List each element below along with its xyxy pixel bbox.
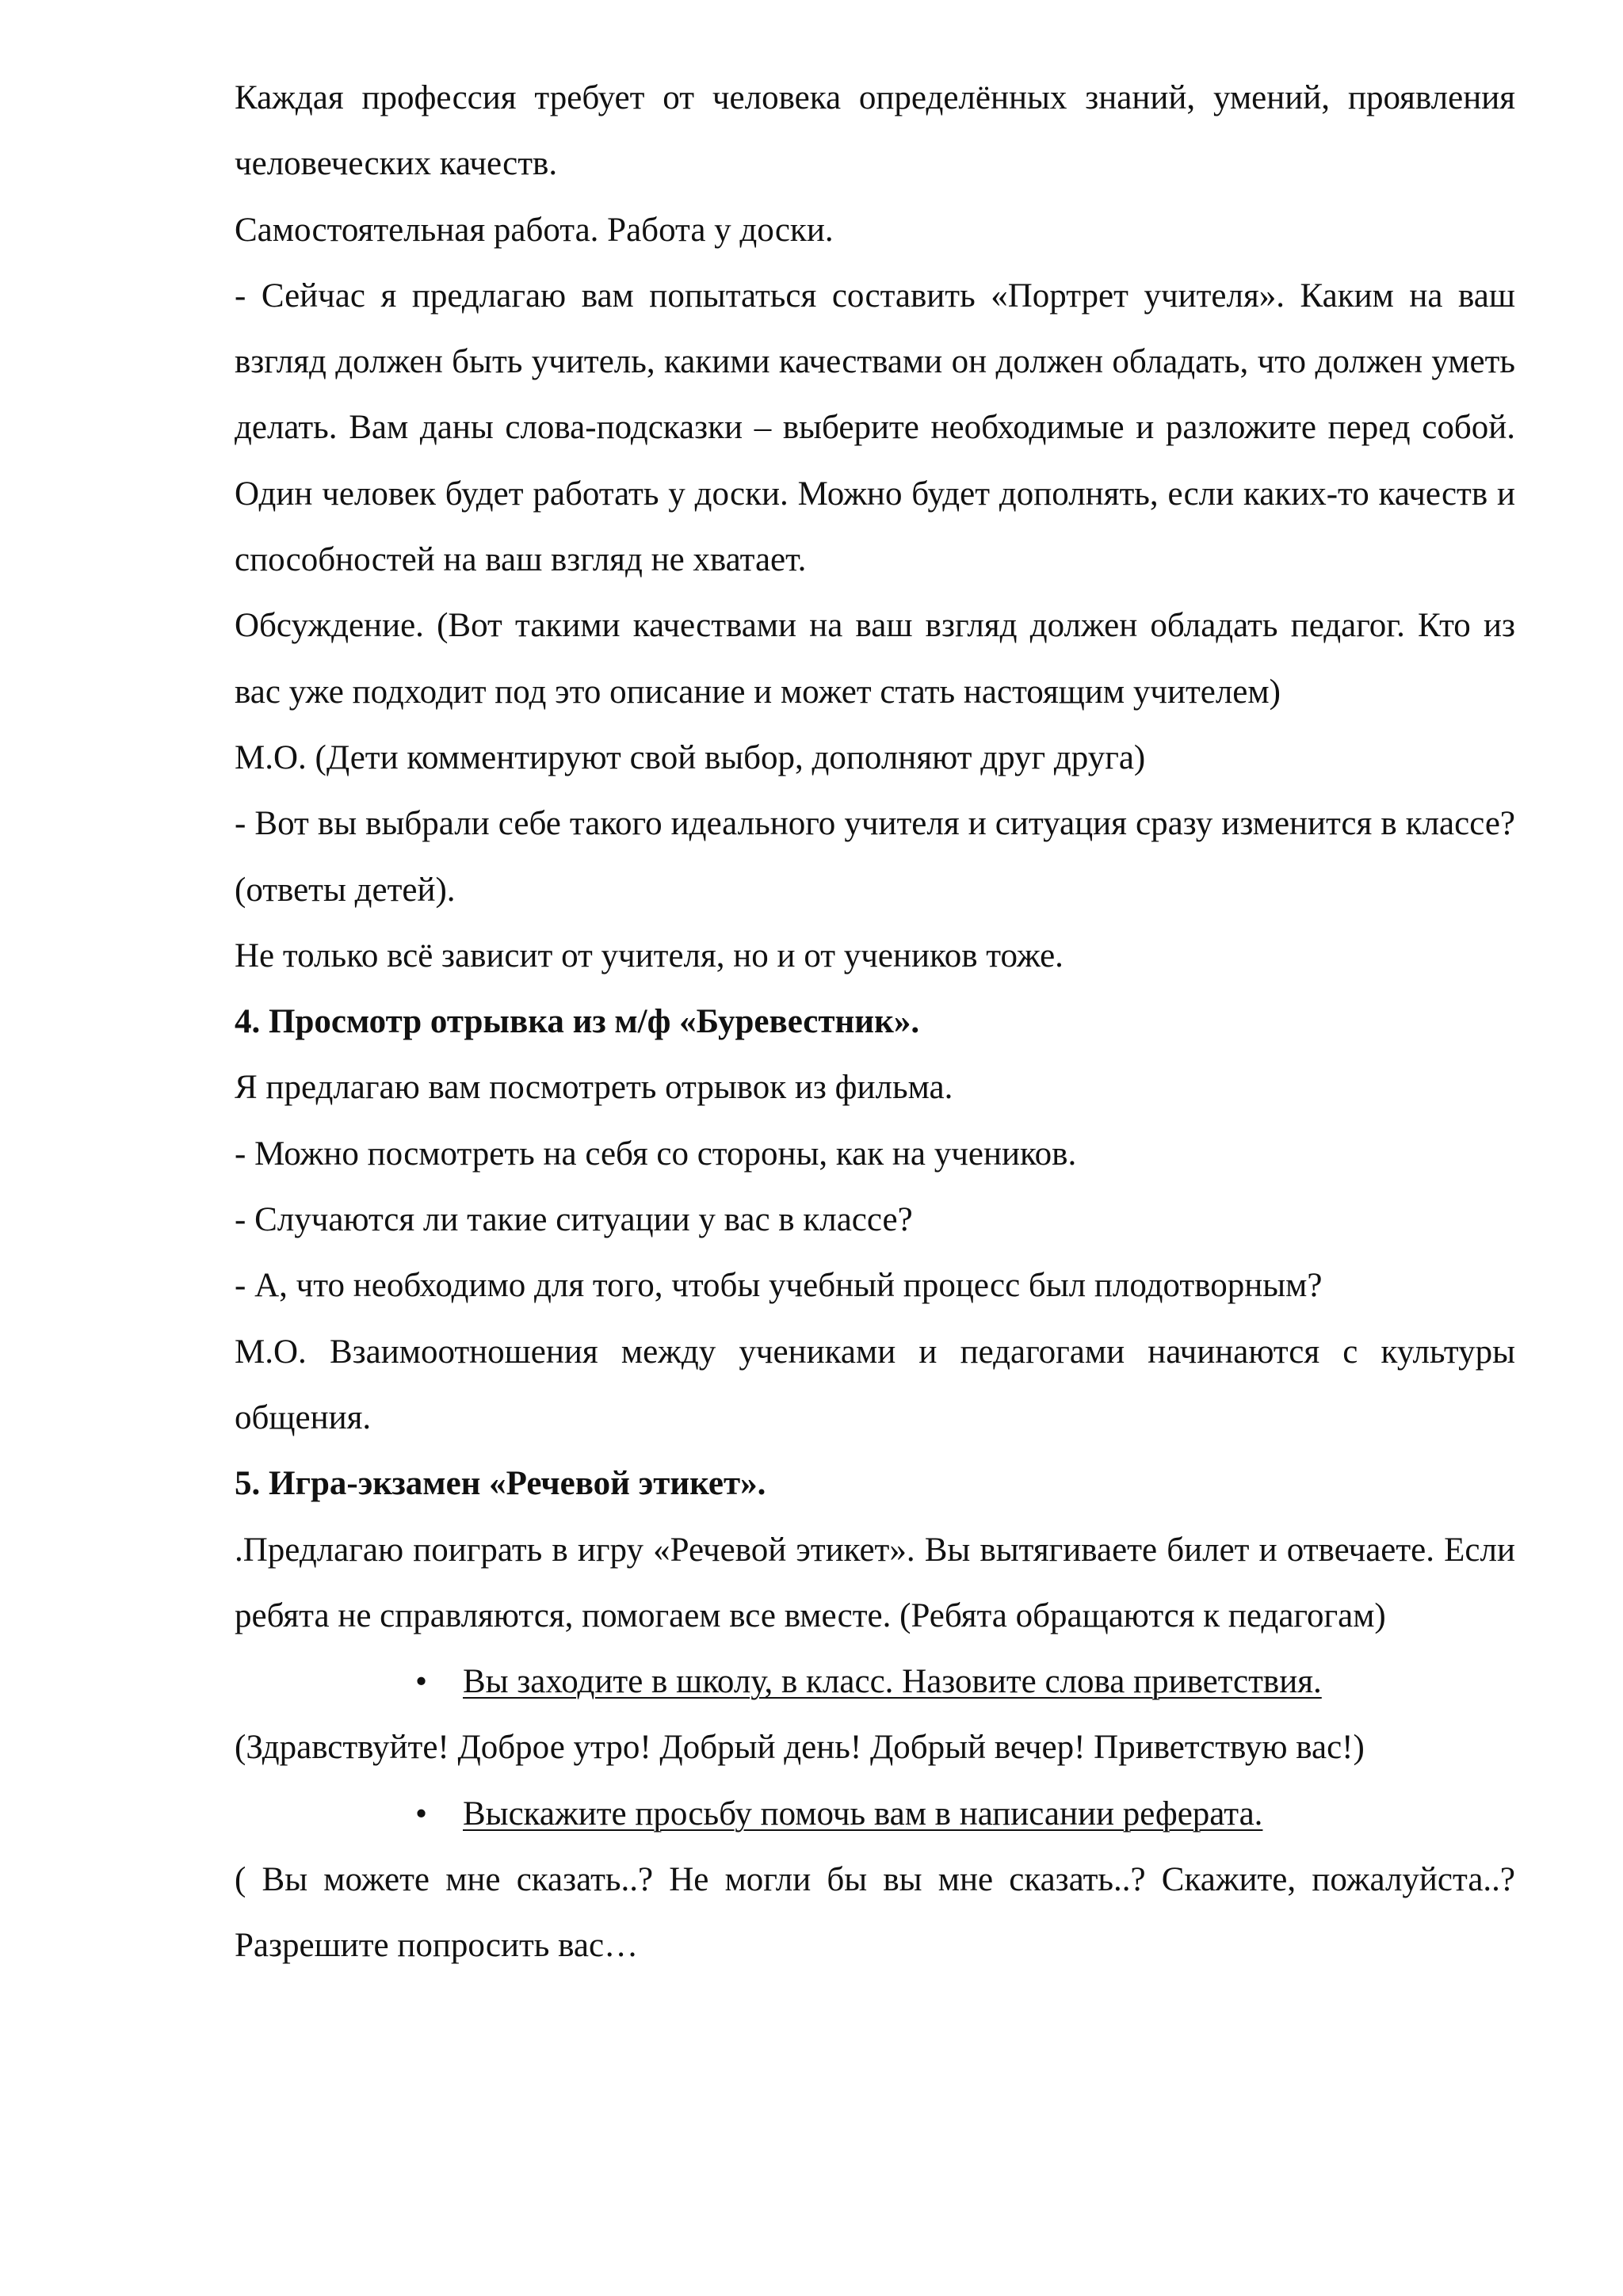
paragraph-profession: Каждая профессия требует от человека определённых знаний, умений, проявления человеческих качеств. [235, 79, 1515, 183]
paragraph-not-only-teacher: Не только всё зависит от учителя, но и от учеников тоже. [235, 936, 1064, 974]
paragraph-request-answers: ( Вы можете мне сказать..? Не могли бы вы мне сказать..? Скажите, пожалуйста..? Разрешите попросить вас… [235, 1861, 1515, 1965]
paragraph-productive-process: - А, что необходимо для того, чтобы учебный процесс был плодотворным? [235, 1267, 1323, 1305]
paragraph-game-intro: .Предлагаю поиграть в игру «Речевой этикет». Вы вытягиваете билет и отвечаете. Если ребята не справляются, помогаем все вместе. (Ребята обращаются к педагогам) [235, 1531, 1515, 1634]
bullet-text-request: Выскажите просьбу помочь вам в написании реферата. [463, 1794, 1263, 1833]
document-page [235, 65, 1515, 1979]
paragraph-independent-work: Самостоятельная работа. Работа у доски. [235, 211, 834, 249]
bullet-icon: • [415, 1794, 428, 1833]
bullet-icon: • [415, 1663, 428, 1701]
bullet-text-greeting: Вы заходите в школу, в класс. Назовите слова приветствия. [463, 1663, 1322, 1701]
paragraph-situations: - Случаются ли такие ситуации у вас в классе? [235, 1201, 913, 1239]
paragraph-discussion: Обсуждение. (Вот такими качествами на ваш взгляд должен обладать педагог. Кто из вас уже подходит под это описание и может стать настоящим учителем) [235, 607, 1515, 711]
paragraph-children-comment: М.О. (Дети комментируют свой выбор, дополняют друг друга) [235, 738, 1146, 776]
paragraph-greeting-answers: (Здравствуйте! Доброе утро! Добрый день! Добрый вечер! Приветствую вас!) [235, 1729, 1365, 1767]
bullet-item-greeting [235, 1649, 1515, 1714]
paragraph-look-at-yourself: - Можно посмотреть на себя со стороны, как на учеников. [235, 1135, 1077, 1173]
paragraph-relationships: М.О. Взаимоотношения между учениками и педагогами начинаются с культуры общения. [235, 1333, 1515, 1436]
section-heading-5: 5. Игра-экзамен «Речевой этикет». [235, 1465, 766, 1503]
paragraph-teacher-portrait: - Сейчас я предлагаю вам попытаться составить «Портрет учителя». Каким на ваш взгляд должен быть учитель, какими качествами он должен обладать, что должен уметь делать. Вам даны слова-подсказки – выберите необходимые и разложите перед собой. Один человек будет работать у доски. Можно будет дополнять, если каких-то качеств и способностей на ваш взгляд не хватает. [235, 277, 1515, 579]
paragraph-watch-excerpt: Я предлагаю вам посмотреть отрывок из фильма. [235, 1069, 953, 1107]
paragraph-ideal-teacher: - Вот вы выбрали себе такого идеального учителя и ситуация сразу изменится в классе? (ответы детей). [235, 805, 1515, 909]
bullet-item-request [235, 1781, 1515, 1847]
section-heading-4: 4. Просмотр отрывка из м/ф «Буревестник». [235, 1003, 920, 1041]
